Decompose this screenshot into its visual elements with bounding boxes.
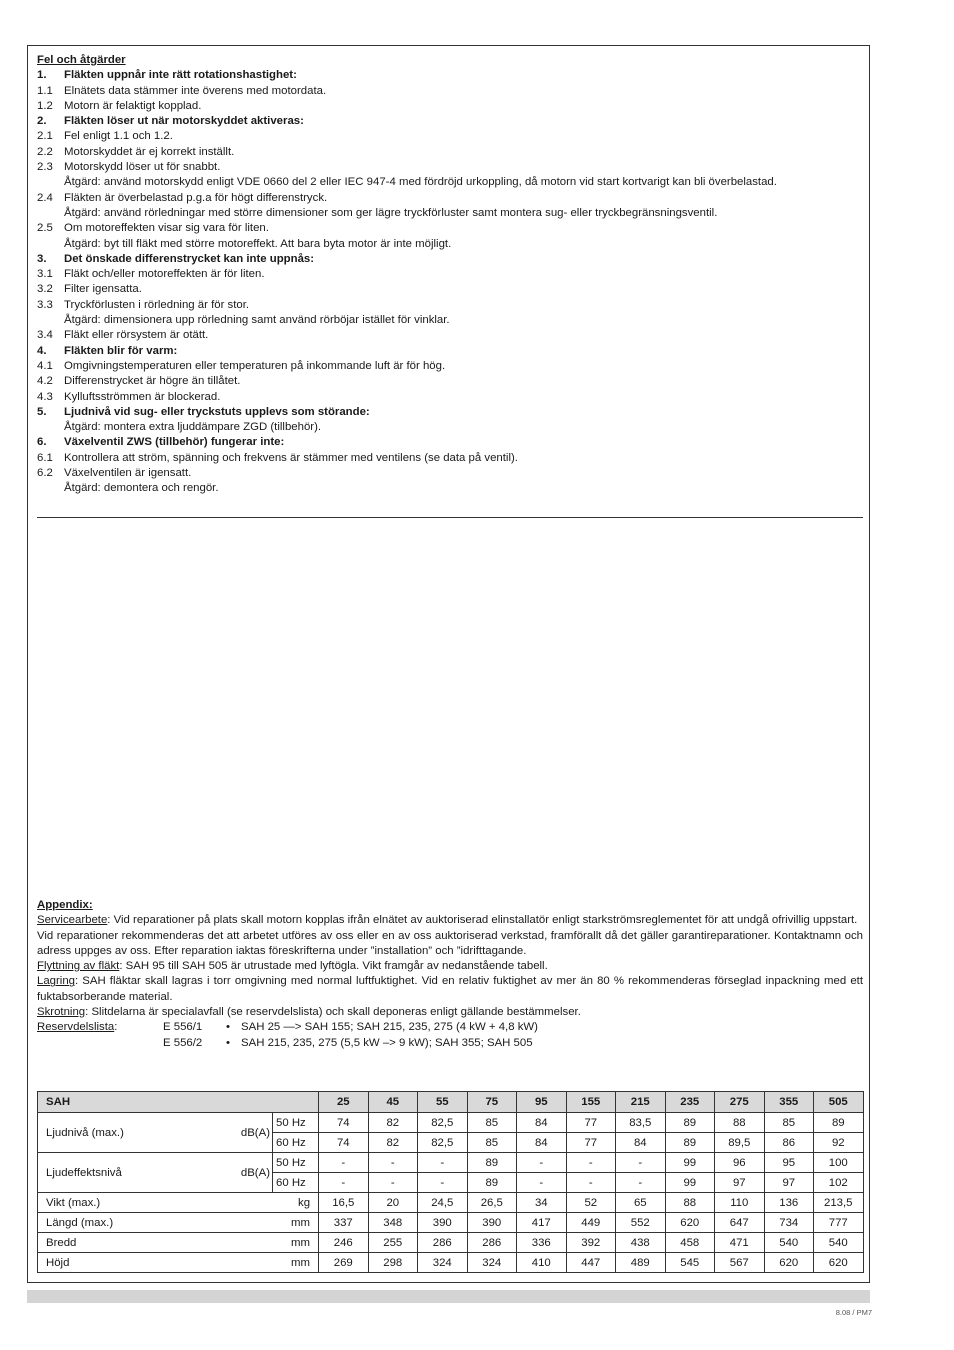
line-text: Det önskade differenstrycket kan inte uppnås:	[64, 252, 315, 265]
bullet-icon: •	[226, 1021, 230, 1034]
table-cell: 97	[764, 1173, 814, 1193]
table-cell: 620	[764, 1253, 814, 1273]
line-number	[37, 420, 64, 435]
line-number	[37, 206, 64, 221]
troubleshooting-line	[37, 298, 863, 313]
table-cell: 458	[665, 1233, 715, 1253]
table-cell: 100	[814, 1153, 864, 1173]
table-cell: 82,5	[418, 1113, 468, 1133]
troubleshooting-line	[37, 160, 863, 175]
spare-text: SAH 25 —> SAH 155; SAH 215, 235, 275 (4 kW + 4,8 kW)	[241, 1021, 538, 1034]
table-cell: 447	[566, 1253, 616, 1273]
line-number: 6.1	[37, 451, 53, 464]
table-cell: -	[517, 1173, 567, 1193]
row-unit: dB(A)	[228, 1113, 273, 1153]
table-cell: 95	[764, 1153, 814, 1173]
table-cell: 777	[814, 1213, 864, 1233]
line-text: Om motoreffekten visar sig vara för liten.	[64, 222, 269, 235]
table-cell: 89	[467, 1153, 517, 1173]
troubleshooting-line	[37, 114, 863, 129]
table-cell: 82	[368, 1133, 418, 1153]
table-cell: 97	[715, 1173, 765, 1193]
line-text: Kylluftsströmmen är blockerad.	[64, 390, 221, 403]
line-text: Fläkten blir för varm:	[64, 344, 178, 357]
troubleshooting-line	[37, 374, 863, 389]
table-cell: 337	[319, 1213, 369, 1233]
table-cell: 74	[319, 1133, 369, 1153]
row-unit: mm	[228, 1233, 319, 1253]
spare-parts-label-cell	[37, 1020, 163, 1035]
troubleshooting-line	[37, 206, 863, 221]
table-cell: 102	[814, 1173, 864, 1193]
troubleshooting-list	[37, 68, 863, 496]
table-cell: 88	[715, 1113, 765, 1133]
troubleshooting-line	[37, 313, 863, 328]
scrap-text: : Slitdelarna är specialavfall (se reservdelslista) och skall deponeras enligt gällande bestämmelser.	[85, 1006, 581, 1019]
table-cell: -	[517, 1153, 567, 1173]
page-id: 8.08 / PM7	[835, 1308, 872, 1317]
table-cell: 85	[764, 1113, 814, 1133]
table-cell: -	[418, 1153, 468, 1173]
troubleshooting-line	[37, 175, 863, 190]
line-text: Fläkten är överbelastad p.g.a för högt differenstryck.	[64, 191, 328, 204]
table-cell: 84	[517, 1113, 567, 1133]
table-cell: -	[319, 1153, 369, 1173]
table-cell: 324	[467, 1253, 517, 1273]
table-cell: 89	[467, 1173, 517, 1193]
table-row	[38, 1253, 864, 1273]
line-number: 5.	[37, 405, 47, 418]
service-label: Servicearbete	[37, 914, 108, 927]
troubleshooting-line	[37, 282, 863, 297]
line-text: Åtgärd: byt till fläkt med större motoreffekt. Att bara byta motor är inte möjligt.	[64, 237, 452, 250]
table-cell: 84	[517, 1133, 567, 1153]
line-number: 2.1	[37, 130, 53, 143]
line-number: 4.	[37, 344, 47, 357]
line-text: Omgivningstemperaturen eller temperaturen på inkommande luft är för hög.	[64, 359, 446, 372]
troubleshooting-line	[37, 390, 863, 405]
troubleshooting-line	[37, 145, 863, 160]
spare-parts-row-2	[37, 1036, 863, 1051]
storage-text: : SAH fläktar skall lagras i torr omgivning med normal luftfuktighet. Vid en relativ fuktighet av mer än 80 % rekommenderas förseglad inpackning med ett fuktabsorberande material.	[37, 975, 863, 1003]
troubleshooting-line	[37, 191, 863, 206]
table-header-model: 235	[665, 1092, 715, 1113]
table-cell: -	[566, 1173, 616, 1193]
table-cell: 85	[467, 1133, 517, 1153]
line-number: 4.3	[37, 390, 53, 403]
troubleshooting-line	[37, 68, 863, 83]
line-text: Elnätets data stämmer inte överens med motordata.	[64, 84, 327, 97]
line-number: 6.	[37, 436, 47, 449]
line-text: Tryckförlusten i rörledning är för stor.	[64, 298, 250, 311]
row-name: Längd (max.)	[38, 1213, 228, 1233]
troubleshooting-title: Fel och åtgärder	[37, 54, 126, 66]
line-text: Fläkten uppnår inte rätt rotationshastighet:	[64, 69, 297, 82]
troubleshooting-line	[37, 451, 863, 466]
line-text: Fläkt och/eller motoreffekten är för liten.	[64, 268, 265, 281]
troubleshooting-line	[37, 99, 863, 114]
move-text: : SAH 95 till SAH 505 är utrustade med lyftögla. Vikt framgår av nedanstående tabell.	[119, 960, 548, 973]
line-text: Åtgärd: montera extra ljuddämpare ZGD (tillbehör).	[64, 421, 322, 434]
table-cell: 390	[467, 1213, 517, 1233]
table-cell: 540	[764, 1233, 814, 1253]
row-frequency: 50 Hz	[273, 1153, 319, 1173]
document-frame	[27, 45, 870, 1283]
table-cell: 77	[566, 1113, 616, 1133]
troubleshooting-line	[37, 267, 863, 282]
table-cell: 489	[616, 1253, 666, 1273]
line-number: 1.	[37, 69, 47, 82]
table-cell: 213,5	[814, 1193, 864, 1213]
table-cell: 269	[319, 1253, 369, 1273]
table-header-sah: SAH	[38, 1092, 319, 1113]
table-cell: 16,5	[319, 1193, 369, 1213]
table-cell: 449	[566, 1213, 616, 1233]
troubleshooting-line	[37, 359, 863, 374]
table-header-model: 45	[368, 1092, 418, 1113]
table-cell: 84	[616, 1133, 666, 1153]
row-name: Bredd	[38, 1233, 228, 1253]
line-number: 3.3	[37, 298, 53, 311]
troubleshooting-line	[37, 481, 863, 496]
line-text: Fläkt eller rörsystem är otätt.	[64, 329, 209, 342]
table-cell: 83,5	[616, 1113, 666, 1133]
line-number: 4.1	[37, 359, 53, 372]
scrap-paragraph	[37, 1005, 863, 1020]
table-cell: -	[418, 1173, 468, 1193]
line-number	[37, 175, 64, 190]
line-text: Motorn är felaktigt kopplad.	[64, 99, 202, 112]
table-header-model: 275	[715, 1092, 765, 1113]
table-cell: 86	[764, 1133, 814, 1153]
table-header-model: 25	[319, 1092, 369, 1113]
table-cell: 99	[665, 1173, 715, 1193]
line-number: 2.5	[37, 222, 53, 235]
table-cell: 92	[814, 1133, 864, 1153]
table-header-model: 505	[814, 1092, 864, 1113]
table-cell: 545	[665, 1253, 715, 1273]
table-cell: 620	[814, 1253, 864, 1273]
line-number: 2.3	[37, 161, 53, 174]
table-cell: 89	[814, 1113, 864, 1133]
line-text: Åtgärd: använd motorskydd enligt VDE 0660 del 2 eller IEC 947-4 med fördröjd urkoppling, då motorn vid start kortvarigt kan bli överbelastad.	[64, 176, 777, 189]
line-number: 6.2	[37, 467, 53, 480]
line-text: Växelventilen är igensatt.	[64, 467, 192, 480]
table-cell: 99	[665, 1153, 715, 1173]
sah-data-table	[37, 1091, 864, 1273]
appendix-title: Appendix:	[37, 899, 93, 911]
table-cell: 136	[764, 1193, 814, 1213]
table-cell: -	[616, 1173, 666, 1193]
service-paragraph	[37, 913, 863, 928]
table-cell: 52	[566, 1193, 616, 1213]
table-cell: 65	[616, 1193, 666, 1213]
table-row	[38, 1153, 864, 1173]
troubleshooting-line	[37, 237, 863, 252]
table-header-model: 155	[566, 1092, 616, 1113]
line-number: 1.2	[37, 99, 53, 112]
troubleshooting-line	[37, 221, 863, 236]
table-cell: 85	[467, 1113, 517, 1133]
table-cell: 74	[319, 1113, 369, 1133]
line-number: 3.2	[37, 283, 53, 296]
line-text: Ljudnivå vid sug- eller tryckstuts upplevs som störande:	[64, 405, 370, 418]
table-cell: 567	[715, 1253, 765, 1273]
move-label: Flyttning av fläkt	[37, 960, 120, 973]
spare-parts-colon: :	[114, 1021, 118, 1034]
line-text: Differenstrycket är högre än tillåtet.	[64, 375, 241, 388]
row-frequency: 60 Hz	[273, 1133, 319, 1153]
troubleshooting-section	[37, 53, 863, 497]
table-cell: 348	[368, 1213, 418, 1233]
table-cell: 417	[517, 1213, 567, 1233]
table-cell: 82,5	[418, 1133, 468, 1153]
table-cell: 552	[616, 1213, 666, 1233]
spare-parts-label: Reservdelslista	[37, 1021, 115, 1034]
troubleshooting-line	[37, 84, 863, 99]
table-cell: 96	[715, 1153, 765, 1173]
move-paragraph	[37, 959, 863, 974]
line-number: 4.2	[37, 375, 53, 388]
table-cell: 286	[467, 1233, 517, 1253]
table-header-row	[38, 1092, 864, 1113]
table-cell: -	[368, 1173, 418, 1193]
troubleshooting-line	[37, 129, 863, 144]
line-number: 2.2	[37, 145, 53, 158]
line-text: Motorskydd löser ut för snabbt.	[64, 161, 221, 174]
troubleshooting-line	[37, 435, 863, 450]
row-name: Höjd	[38, 1253, 228, 1273]
table-cell: 336	[517, 1233, 567, 1253]
row-frequency: 50 Hz	[273, 1113, 319, 1133]
table-cell: 26,5	[467, 1193, 517, 1213]
table-cell: 255	[368, 1233, 418, 1253]
row-name: Ljudnivå (max.)	[38, 1113, 228, 1153]
table-cell: 647	[715, 1213, 765, 1233]
row-unit: mm	[228, 1253, 319, 1273]
table-cell: 298	[368, 1253, 418, 1273]
troubleshooting-line	[37, 405, 863, 420]
line-text: Åtgärd: använd rörledningar med större dimensioner som ger lägre tryckförluster samt montera sug- eller tryckbegränsningsventil.	[64, 206, 718, 219]
section-divider	[37, 517, 863, 518]
troubleshooting-line	[37, 328, 863, 343]
troubleshooting-line	[37, 252, 863, 267]
line-text: Motorskyddet är ej korrekt inställt.	[64, 145, 235, 158]
line-number: 2.	[37, 115, 47, 128]
row-name: Ljudeffektsnivå	[38, 1153, 228, 1193]
line-number	[37, 237, 64, 252]
storage-label: Lagring	[37, 975, 75, 988]
spare-parts-row-1	[37, 1020, 863, 1035]
troubleshooting-line	[37, 344, 863, 359]
table-cell: 88	[665, 1193, 715, 1213]
spare-text: SAH 215, 235, 275 (5,5 kW –> 9 kW); SAH 355; SAH 505	[241, 1036, 533, 1049]
table-row	[38, 1193, 864, 1213]
table-cell: 286	[418, 1233, 468, 1253]
table-cell: 324	[418, 1253, 468, 1273]
line-text: Fel enligt 1.1 och 1.2.	[64, 130, 173, 143]
table-cell: 438	[616, 1233, 666, 1253]
table-cell: 110	[715, 1193, 765, 1213]
table-cell: 82	[368, 1113, 418, 1133]
table-cell: 20	[368, 1193, 418, 1213]
table-cell: 246	[319, 1233, 369, 1253]
line-number	[37, 313, 64, 328]
row-unit: dB(A)	[228, 1153, 273, 1193]
line-text: Åtgärd: dimensionera upp rörledning samt använd rörböjar istället för vinklar.	[64, 314, 450, 327]
table-cell: 77	[566, 1133, 616, 1153]
spare-code: E 556/1	[163, 1021, 203, 1034]
table-cell: -	[368, 1153, 418, 1173]
table-cell: 392	[566, 1233, 616, 1253]
line-text: Fläkten löser ut när motorskyddet aktiveras:	[64, 115, 304, 128]
table-cell: -	[566, 1153, 616, 1173]
line-text: Filter igensatta.	[64, 283, 142, 296]
line-number: 3.4	[37, 329, 53, 342]
table-cell: 471	[715, 1233, 765, 1253]
appendix-section	[37, 898, 863, 1051]
row-name: Vikt (max.)	[38, 1193, 228, 1213]
table-header-model: 95	[517, 1092, 567, 1113]
line-text: Åtgärd: demontera och rengör.	[64, 482, 219, 495]
table-header-model: 355	[764, 1092, 814, 1113]
bullet-icon: •	[226, 1036, 230, 1049]
line-number: 3.	[37, 252, 47, 265]
line-number	[37, 481, 64, 496]
row-unit: mm	[228, 1213, 319, 1233]
line-text: Växelventil ZWS (tillbehör) fungerar inte:	[64, 436, 285, 449]
table-row	[38, 1113, 864, 1133]
table-cell: 390	[418, 1213, 468, 1233]
table-cell: 89,5	[715, 1133, 765, 1153]
table-cell: 410	[517, 1253, 567, 1273]
table-cell: 34	[517, 1193, 567, 1213]
table-cell: 24,5	[418, 1193, 468, 1213]
line-number: 2.4	[37, 191, 53, 204]
line-number: 1.1	[37, 84, 53, 97]
spare-code: E 556/2	[163, 1036, 203, 1049]
table-cell: 89	[665, 1133, 715, 1153]
table-header-model: 215	[616, 1092, 666, 1113]
troubleshooting-line	[37, 466, 863, 481]
table-cell: 734	[764, 1213, 814, 1233]
table-header-model: 55	[418, 1092, 468, 1113]
service-text: : Vid reparationer på plats skall motorn kopplas ifrån elnätet av auktoriserad elinstallatör enligt starkströmsreglementet för att undgå ofrivillig uppstart.	[107, 914, 858, 927]
table-row	[38, 1213, 864, 1233]
table-row	[38, 1233, 864, 1253]
row-frequency: 60 Hz	[273, 1173, 319, 1193]
table-cell: 89	[665, 1113, 715, 1133]
line-text: Kontrollera att ström, spänning och frekvens är stämmer med ventilens (se data på ventil).	[64, 451, 518, 464]
table-cell: 620	[665, 1213, 715, 1233]
table-cell: 540	[814, 1233, 864, 1253]
troubleshooting-line	[37, 420, 863, 435]
line-number: 3.1	[37, 268, 53, 281]
footer-bar	[27, 1290, 870, 1303]
row-unit: kg	[228, 1193, 319, 1213]
table-header-model: 75	[467, 1092, 517, 1113]
repair-paragraph: Vid reparationer rekommenderas det att arbetet utföres av oss eller en av oss auktoriserad verkstad, framförallt då det gäller garantireparationer. Kontaktnamn och adress uppges av oss. Efter reparation iaktas föreskrifterna under ”installation” och ”idrifttagande.	[37, 929, 863, 957]
scrap-label: Skrotning	[37, 1006, 86, 1019]
table-cell: -	[319, 1173, 369, 1193]
storage-paragraph	[37, 974, 863, 1005]
table-cell: -	[616, 1153, 666, 1173]
